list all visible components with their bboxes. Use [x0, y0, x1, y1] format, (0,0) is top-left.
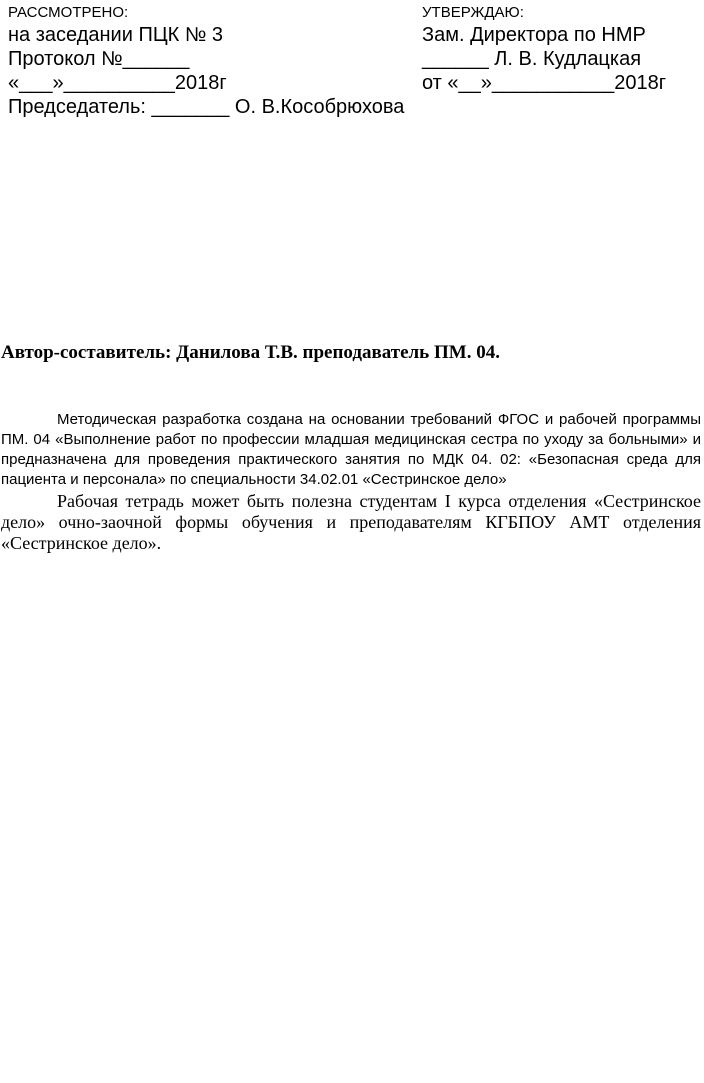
approval-block-approved: [422, 0, 666, 95]
chairman-signature-line: Председатель: _______ О. В.Кособрюхова: [8, 96, 405, 118]
committee-meeting-line: на заседании ПЦК № 3: [8, 24, 223, 46]
workbook-note-paragraph: Рабочая тетрадь может быть полезна студентам I курса отделения «Сестринское дело» очно-заочной формы обучения и преподавателям КГБПОУ АМТ отделения «Сестринское дело».: [1, 491, 701, 553]
deputy-director-line: Зам. Директора по НМР: [422, 24, 646, 46]
approval-block-reviewed: [8, 0, 404, 119]
approved-caption: УТВЕРЖДАЮ:: [422, 4, 524, 21]
description-text: Методическая разработка создана на основании требований ФГОС и рабочей программы ПМ. 04 «Выполнение работ по профессии младшая медицинская сестра по уходу за больными» и предназначена для проведения практического занятия по МДК 04. 02: «Безопасная среда для пациента и персонала» по специальности 34.02.01 «Сестринское дело»: [1, 411, 701, 488]
description-paragraph: [1, 410, 701, 490]
author-heading: Автор-составитель: Данилова Т.В. преподаватель ПМ. 04.: [1, 342, 500, 363]
protocol-number-line: Протокол №______: [8, 48, 190, 70]
review-date-line: «___»__________2018г: [8, 72, 227, 94]
deputy-signature-line: ______ Л. В. Кудлацкая: [422, 48, 642, 70]
reviewed-caption: РАССМОТРЕНО:: [8, 4, 129, 21]
approval-date-line: от «__»___________2018г: [422, 72, 667, 94]
